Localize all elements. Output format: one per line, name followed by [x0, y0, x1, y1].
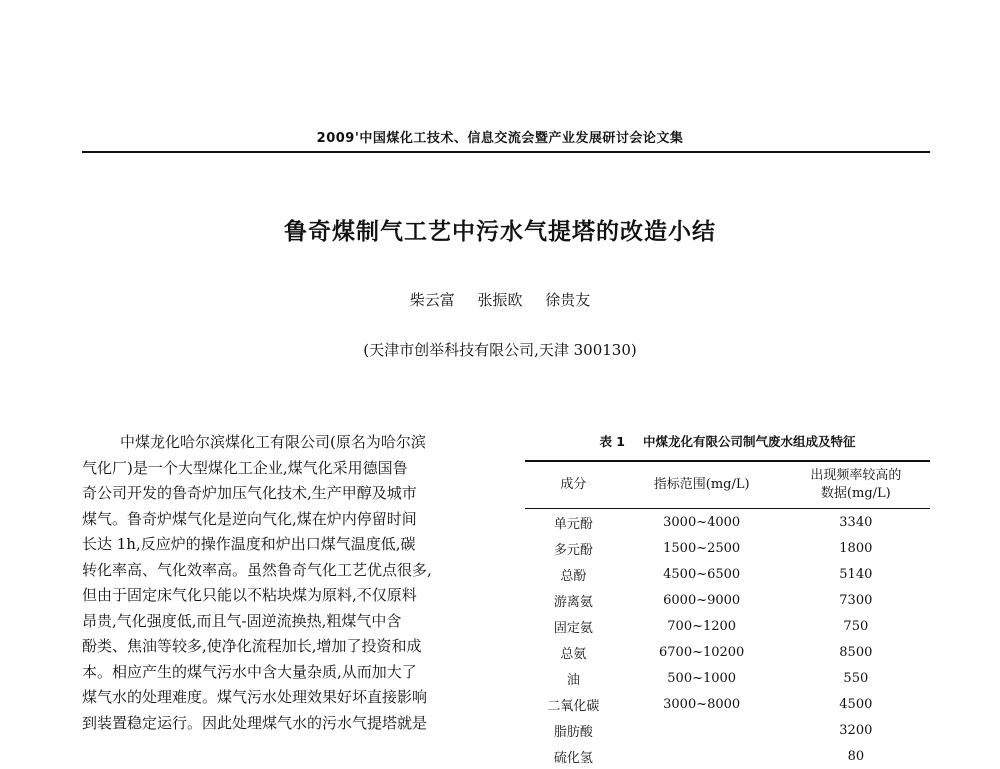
cell-component: 油 [525, 665, 622, 691]
header-component: 成分 [525, 461, 622, 509]
author-name: 张振欧 [477, 291, 522, 309]
cell-range: 6000~9000 [622, 587, 782, 613]
table-row [525, 587, 930, 613]
cell-range [622, 743, 782, 769]
cell-frequent: 7300 [782, 587, 930, 613]
body-line: 长达 1h,反应炉的操作温度和炉出口煤气温度低,碳 [82, 532, 500, 558]
table-number: 表 1 [599, 434, 625, 449]
cell-range: 3000~8000 [622, 691, 782, 717]
header-frequent [782, 461, 930, 509]
table-row [525, 639, 930, 665]
table-row [525, 691, 930, 717]
body-line: 中煤龙化哈尔滨煤化工有限公司(原名为哈尔滨 [82, 430, 500, 456]
table-header-row [525, 461, 930, 509]
header-frequent-line2: 数据(mg/L) [784, 485, 928, 503]
body-line: 转化率高、气化效率高。虽然鲁奇气化工艺优点很多, [82, 558, 500, 584]
cell-range: 700~1200 [622, 613, 782, 639]
cell-component: 二氧化碳 [525, 691, 622, 717]
cell-component: 固定氨 [525, 613, 622, 639]
cell-frequent: 8500 [782, 639, 930, 665]
body-line: 但由于固定床气化只能以不粘块煤为原料,不仅原料 [82, 583, 500, 609]
cell-component: 总酚 [525, 561, 622, 587]
affiliation: (天津市创举科技有限公司,天津 300130) [0, 339, 1000, 360]
cell-range: 1500~2500 [622, 535, 782, 561]
body-line: 气化厂)是一个大型煤化工企业,煤气化采用德国鲁 [82, 456, 500, 482]
header-rule [82, 151, 930, 153]
body-line: 酚类、焦油等较多,使净化流程加长,增加了投资和成 [82, 634, 500, 660]
table-body [525, 509, 930, 769]
cell-range: 4500~6500 [622, 561, 782, 587]
cell-range: 6700~10200 [622, 639, 782, 665]
cell-component: 单元酚 [525, 509, 622, 536]
cell-range: 500~1000 [622, 665, 782, 691]
author-name: 徐贵友 [545, 291, 590, 309]
table-caption [525, 432, 930, 450]
cell-frequent: 3200 [782, 717, 930, 743]
cell-frequent: 4500 [782, 691, 930, 717]
running-head: 2009'中国煤化工技术、信息交流会暨产业发展研讨会论文集 [0, 127, 1000, 146]
cell-component: 总氨 [525, 639, 622, 665]
body-line: 到装置稳定运行。因此处理煤气水的污水气提塔就是 [82, 711, 500, 737]
table-row [525, 509, 930, 536]
table-row [525, 717, 930, 743]
cell-frequent: 1800 [782, 535, 930, 561]
body-line: 煤气。鲁奇炉煤气化是逆向气化,煤在炉内停留时间 [82, 507, 500, 533]
cell-frequent: 5140 [782, 561, 930, 587]
cell-frequent: 3340 [782, 509, 930, 536]
table-row [525, 613, 930, 639]
cell-component: 多元酚 [525, 535, 622, 561]
paper-title: 鲁奇煤制气工艺中污水气提塔的改造小结 [0, 213, 1000, 246]
header-frequent-line1: 出现频率较高的 [784, 467, 928, 485]
table-row [525, 743, 930, 769]
table-row [525, 535, 930, 561]
cell-frequent: 750 [782, 613, 930, 639]
author-list [0, 289, 1000, 310]
table-row [525, 561, 930, 587]
cell-component: 脂肪酸 [525, 717, 622, 743]
body-line: 奇公司开发的鲁奇炉加压气化技术,生产甲醇及城市 [82, 481, 500, 507]
wastewater-table [525, 460, 930, 769]
table-row [525, 665, 930, 691]
cell-range: 3000~4000 [622, 509, 782, 536]
author-name: 柴云富 [410, 291, 455, 309]
cell-range [622, 717, 782, 743]
body-line: 煤气水的处理难度。煤气污水处理效果好坏直接影响 [82, 685, 500, 711]
header-range: 指标范围(mg/L) [622, 461, 782, 509]
body-text [82, 430, 500, 736]
cell-component: 游离氨 [525, 587, 622, 613]
cell-frequent: 80 [782, 743, 930, 769]
body-line: 昂贵,气化强度低,而且气-固逆流换热,粗煤气中含 [82, 609, 500, 635]
table-caption-text: 中煤龙化有限公司制气废水组成及特征 [643, 434, 856, 449]
body-line: 本。相应产生的煤气污水中含大量杂质,从而加大了 [82, 660, 500, 686]
cell-component: 硫化氢 [525, 743, 622, 769]
cell-frequent: 550 [782, 665, 930, 691]
